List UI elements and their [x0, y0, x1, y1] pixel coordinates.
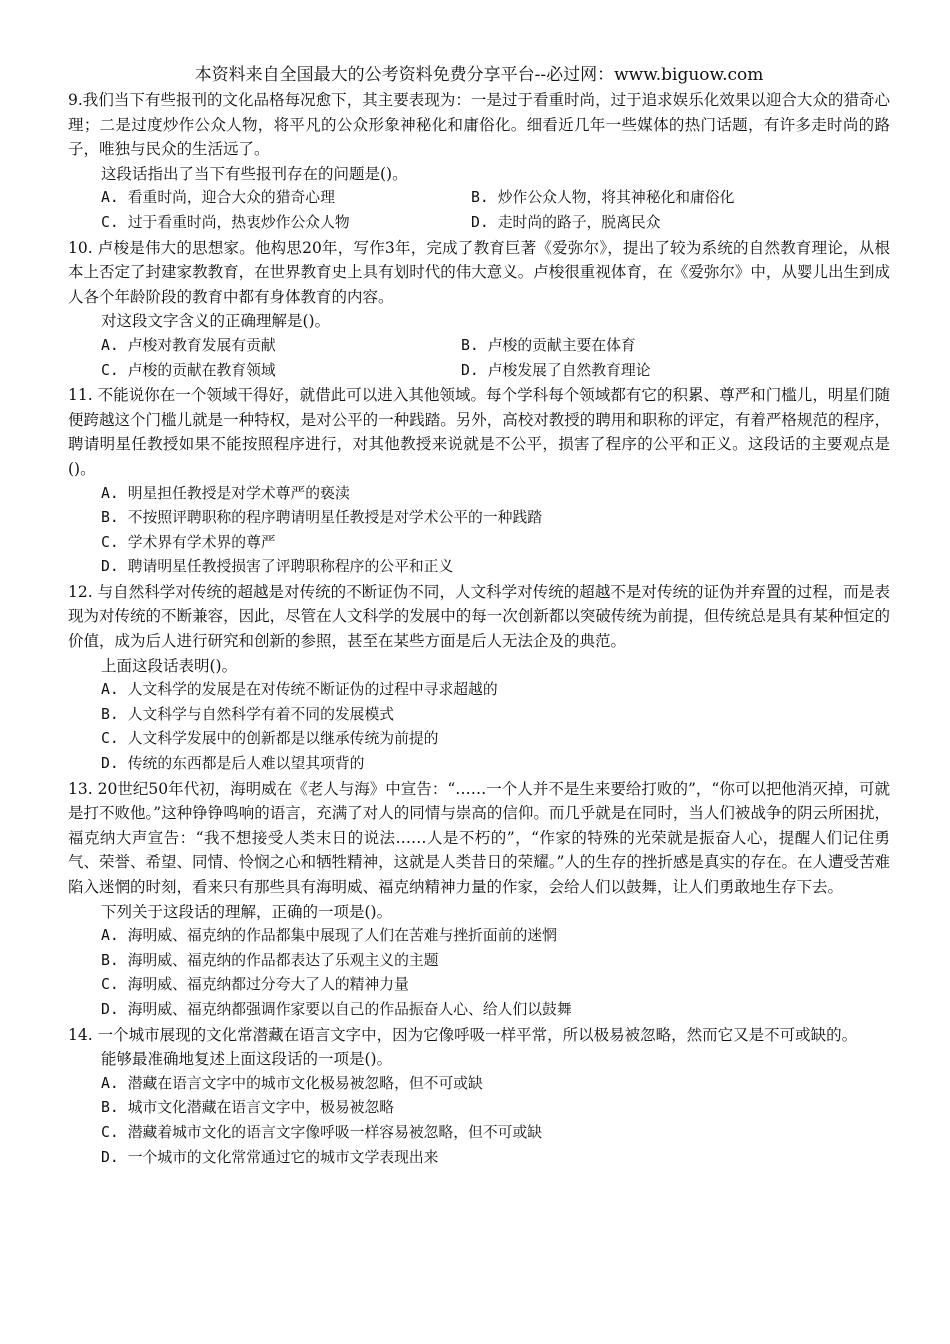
question-10 — [68, 236, 890, 384]
document-page — [68, 62, 890, 1170]
question-9-option-d: D. 走时尚的路子，脱离民众 — [471, 213, 661, 231]
question-11-option-a: A. 明星担任教授是对学术尊严的亵渎 — [101, 484, 350, 502]
question-9-option-c: C. 过于看重时尚，热衷炒作公众人物 — [101, 213, 350, 231]
question-13-text: 13. 20世纪50年代初，海明威在《老人与海》中宣告：“……一个人并不是生来要给打败的”，“你可以把他消灭掉，可就是打不败他。”这种铮铮鸣响的语言，充满了对人的同情与崇高的信仰。而几乎就是在同时，当人们被战争的阴云所困扰，福克纳大声宣告：“我不想接受人类末日的说法……人是不朽的”，“作家的特殊的光荣就是振奋人心，提醒人们记住勇气、荣誉、希望、同情、怜悯之心和牺牲精神，这就是人类昔日的荣耀。”人的生存的挫折感是真实的存在。在人遭受苦难陷入迷惘的时刻，看来只有那些具有海明威、福克纳精神力量的作家，会给人们以鼓舞，让人们勇敢地生存下去。 — [68, 779, 890, 896]
question-13-option-c: C. 海明威、福克纳都过分夸大了人的精神力量 — [101, 976, 409, 994]
question-14-text: 14. 一个城市展现的文化常潜藏在语言文字中，因为它像呼吸一样平常，所以极易被忽略，然而它又是不可或缺的。 — [68, 1025, 858, 1044]
page-header: 本资料来自全国最大的公考资料免费分享平台--必过网：www.biguow.com — [194, 65, 764, 85]
question-9-options-row-1 — [68, 186, 890, 211]
question-13-option-a: A. 海明威、福克纳的作品都集中展现了人们在苦难与挫折面前的迷惘 — [101, 927, 557, 945]
question-10-options-row-1 — [68, 334, 890, 359]
question-14-option-c: C. 潜藏着城市文化的语言文字像呼吸一样容易被忽略，但不可或缺 — [101, 1123, 543, 1141]
question-10-text: 10. 卢梭是伟大的思想家。他构思20年，写作3年，完成了教育巨著《爱弥尔》，提出了较为系统的自然教育理论，从根本上否定了封建家教教育，在世界教育史上具有划时代的伟大意义。卢梭很重视体育，在《爱弥尔》中，从婴儿出生到成人各个年龄阶段的教育中都有身体教育的内容。 — [68, 238, 890, 306]
question-11 — [68, 383, 890, 580]
question-10-option-d: D. 卢梭发展了自然教育理论 — [461, 361, 651, 379]
question-10-option-c: C. 卢梭的贡献在教育领域 — [101, 361, 276, 379]
question-14-option-b: B. 城市文化潜藏在语言文字中，极易被忽略 — [101, 1099, 395, 1117]
question-9 — [68, 88, 890, 236]
question-11-option-c: C. 学术界有学术界的尊严 — [101, 533, 276, 551]
question-13-prompt: 下列关于这段话的理解，正确的一项是()。 — [101, 902, 393, 921]
question-11-option-b: B. 不按照评聘职称的程序聘请明星任教授是对学术公平的一种践踏 — [101, 509, 543, 527]
question-10-option-b: B. 卢梭的贡献主要在体育 — [461, 336, 636, 354]
question-14-option-a: A. 潜藏在语言文字中的城市文化极易被忽略，但不可或缺 — [101, 1074, 483, 1092]
question-9-option-b: B. 炒作公众人物，将其神秘化和庸俗化 — [471, 189, 735, 207]
question-13-option-d: D. 海明威、福克纳都强调作家要以自己的作品振奋人心、给人们以鼓舞 — [101, 1000, 572, 1018]
question-9-options-row-2 — [68, 211, 890, 236]
question-12-option-c: C. 人文科学发展中的创新都是以继承传统为前提的 — [101, 730, 439, 748]
question-12-option-d: D. 传统的东西都是后人难以望其项背的 — [101, 755, 365, 773]
question-14-option-d: D. 一个城市的文化常常通过它的城市文学表现出来 — [101, 1148, 439, 1166]
question-14-prompt: 能够最准确地复述上面这段话的一项是()。 — [101, 1050, 393, 1069]
question-12-prompt: 上面这段话表明()。 — [101, 656, 238, 675]
question-10-prompt: 对这段文字含义的正确理解是()。 — [101, 312, 331, 331]
question-9-option-a: A. 看重时尚，迎合大众的猎奇心理 — [101, 189, 335, 207]
question-9-text: 9.我们当下有些报刊的文化品格每况愈下，其主要表现为：一是过于看重时尚，过于追求娱乐化效果以迎合大众的猎奇心理；二是过度炒作公众人物，将平凡的公众形象神秘化和庸俗化。细看近几年一些媒体的热门话题，有许多走时尚的路子，唯独与民众的生活远了。 — [68, 91, 890, 159]
question-10-options-row-2 — [68, 359, 890, 384]
question-13-option-b: B. 海明威、福克纳的作品都表达了乐观主义的主题 — [101, 951, 439, 969]
question-12-text: 12. 与自然科学对传统的超越是对传统的不断证伪不同，人文科学对传统的超越不是对传统的证伪并弃置的过程，而是表现为对传统的不断兼容，因此，尽管在人文科学的发展中的每一次创新都以突破传统为前提，但传统总是具有某种恒定的价值，成为后人进行研究和创新的参照，甚至在某些方面是后人无法企及的典范。 — [68, 582, 890, 651]
question-11-option-d: D. 聘请明星任教授损害了评聘职称程序的公平和正义 — [101, 558, 454, 576]
question-9-prompt: 这段话指出了当下有些报刊存在的问题是()。 — [101, 164, 408, 183]
question-11-text: 11. 不能说你在一个领域干得好，就借此可以进入其他领域。每个学科每个领域都有它的积累、尊严和门槛儿，明星们随便跨越这个门槛儿就是一种特权，是对公平的一种践踏。另外，高校对教授的聘用和职称的评定，有着严格规范的程序，聘请明星任教授如果不能按照程序进行，对其他教授来说就是不公平，损害了程序的公平和正义。这段话的主要观点是()。 — [68, 386, 890, 478]
question-14 — [68, 1023, 890, 1171]
question-12-option-a: A. 人文科学的发展是在对传统不断证伪的过程中寻求超越的 — [101, 681, 498, 699]
question-12-option-b: B. 人文科学与自然科学有着不同的发展模式 — [101, 705, 395, 723]
question-12 — [68, 580, 890, 777]
question-10-option-a: A. 卢梭对教育发展有贡献 — [101, 336, 276, 354]
question-13 — [68, 777, 890, 1023]
